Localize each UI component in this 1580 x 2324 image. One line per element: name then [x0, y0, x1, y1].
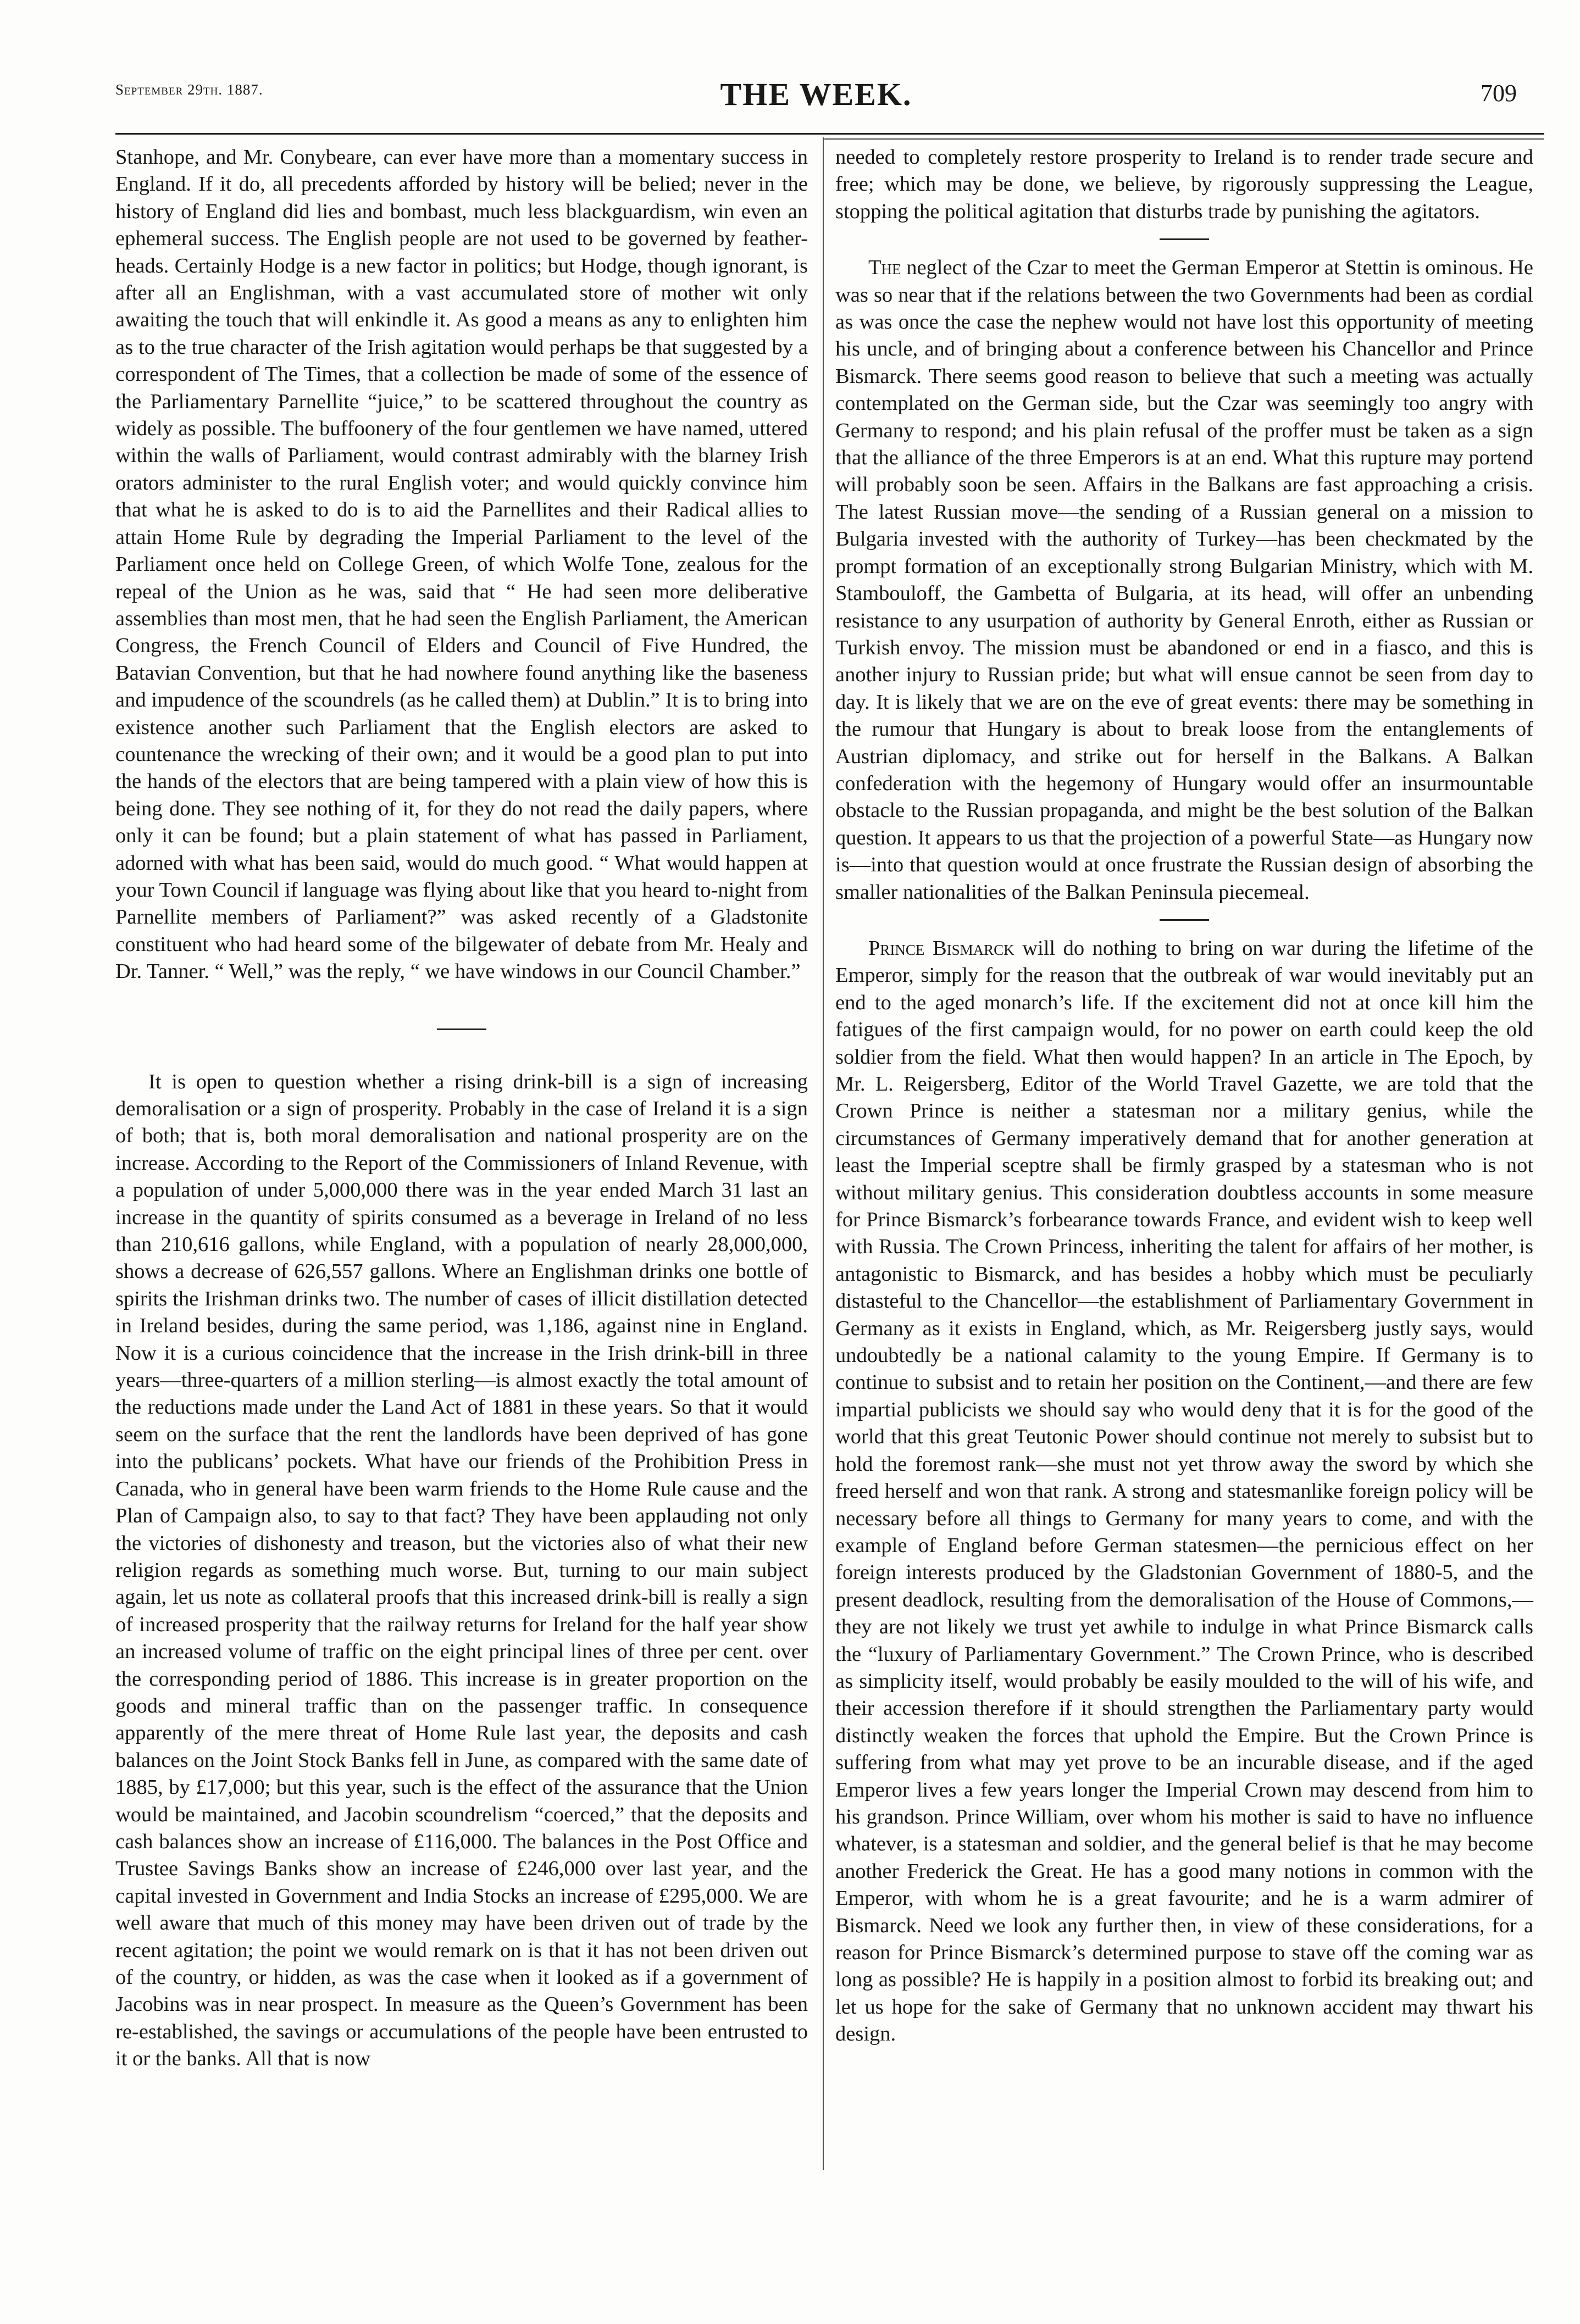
section-separator	[1160, 919, 1209, 921]
masthead-title: THE WEEK.	[720, 76, 912, 112]
section-separator	[437, 1028, 486, 1030]
section-separator	[1160, 238, 1209, 240]
article-paragraph-drink-bill: It is open to question whether a rising drink-bill is a sign of increasing demoralisation or a sign of prosperity. Probably in the case of Ireland it is a sign of both; that is, both moral demoralisation and national prosperity are on the increase. According to the Report of the Commissioners of Inland Revenue, with a population of under 5,000,000 there was in the year ended March 31 last an increase in the quantity of spirits consumed as a beverage in Ireland of no less than 210,616 gallons, while England, with a population of nearly 28,000,000, shows a decrease of 626,557 gallons. Where an Englishman drinks one bottle of spirits the Irishman drinks two. The number of cases of illicit distillation detected in Ireland besides, during the same period, was 1,186, against nine in England. Now it is a curious coincidence that the increase in the Irish drink-bill in three years—three-quarters of a million sterling—is almost exactly the total amount of the reductions made under the Land Act of 1881 in these years. So that it would seem on the surface that the rent the landlords have been deprived of has gone into the publicans’ pockets. What have our friends of the Prohibition Press in Canada, who in general have been warm friends to the Home Rule cause and the Plan of Campaign also, to say to that fact? They have been applauding not only the victories of dishonesty and treason, but the victories also of what their new religion regards as something much worse. But, turning to our main subject again, let us note as collateral proofs that this increased drink-bill is really a sign of increased prosperity that the railway returns for Ireland for the half year show an increased volume of traffic on the eight principal lines of three per cent. over the corresponding period of 1886. This increase is in greater proportion on the goods and mineral traffic than on the passenger traffic. In consequence apparently of the mere threat of Home Rule last year, the deposits and cash balances on the Joint Stock Banks fell in June, as compared with the same date of 1885, by £17,000; but this year, such is the effect of the assurance that the Union would be maintained, and Jacobin scoundrelism “coerced,” that the deposits and cash balances show an increase of £116,000. The balances in the Post Office and Trustee Savings Banks show an increase of £246,000 over last year, and the capital invested in Government and India Stocks an increase of £295,000. We are well aware that much of this money may have been driven out of trade by the recent agitation; the point we would remark on is that it has not been driven out of the country, or hidden, as was the case when it looked as if a government of Jacobins was in near prospect. In measure as the Queen’s Government has been re-established, the savings or accumulations of the people have been entrusted to it or the banks. All that is now	[115, 1070, 808, 2071]
header-rule-secondary	[824, 138, 1544, 140]
lead-words: Prince Bismarck	[868, 936, 1014, 960]
paragraph-body: will do nothing to bring on war during the lifetime of the Emperor, simply for the reason that the outbreak of war would inevitably put an end to the aged monarch’s life. If the excitement did not at once kill him the fatigues of the first campaign would, for no power on earth could keep the old soldier from the field. What then would happen? In an article in The Epoch, by Mr. L. Reigersberg, Editor of the World Travel Gazette, we are told that the Crown Prince is neither a statesman nor a military genius, while the circumstances of Germany imperatively demand that for another generation at least the Imperial sceptre shall be firmly grasped by a statesman who is not without military genius. This consideration doubtless accounts in some measure for Prince Bismarck’s forbearance towards France, and evident wish to keep well with Russia. The Crown Princess, inheriting the talent for affairs of her mother, is antagonistic to Bismarck, and has besides a hobby which must be peculiarly distasteful to the Chancellor—the establishment of Parliamentary Government in Germany as it exists in England, which, as Mr. Reigersberg justly says, would undoubtedly be a national calamity to the young Empire. If Germany is to continue to subsist and to retain her position on the Continent,—and there are few impartial publicists we should say who would deny that it is for the good of the world that this great Teutonic Power should continue not merely to subsist but to hold the foremost rank—she must not yet throw away the sword by which she freed herself and won that rank. A strong and statesmanlike foreign policy will be necessary before all things to Germany for many years to come, and with the example of England before German statesmen—the pernicious effect on her foreign interests produced by the Gladstonian Government of 1880-5, and the present deadlock, resulting from the demoralisation of the House of Commons,—they are not likely we trust yet awhile to indulge in what Prince Bismarck calls the “luxury of Parliamentary Government.” The Crown Prince, who is described as simplicity itself, would probably be easily moulded to the will of his wife, and their accession therefore if it should strengthen the Parliamentary party would distinctly weaken the forces that uphold the Empire. But the Crown Prince is suffering from what may yet prove to be an incurable disease, and if the aged Emperor lives a few years longer the Imperial Crown may descend from him to his grandson. Prince William, over whom his mother is said to have no influence whatever, is a statesman and soldier, and the general belief is that he may become another Frederick the Great. He has a good many notions in common with the Emperor, with whom he is a great favourite; and he is a warm admirer of Bismarck. Need we look any further then, in view of these considerations, for a reason for Prince Bismarck’s determined purpose to stave off the coming war as long as possible? He is happily in a position almost to forbid its breaking out; and let us hope for the sake of Germany that no unknown accident may thwart his design.	[835, 936, 1533, 2046]
issue-date: September 29th. 1887.	[115, 81, 263, 98]
article-paragraph-parliament: Stanhope, and Mr. Conybeare, can ever have more than a momentary success in England. If it do, all precedents afforded by history will be belied; never in the history of England did lies and bombast, much less blackguardism, win even an ephemeral success. The English people are not used to be governed by feather-heads. Certainly Hodge is a new factor in politics; but Hodge, though ignorant, is after all an Englishman, with a vast accumulated store of mother wit only awaiting the touch that will enkindle it. As good a means as any to enlighten him as to the true character of the Irish agitation would perhaps be that suggested by a correspondent of The Times, that a collection be made of some of the essence of the Parliamentary Parnellite “juice,” to be scattered throughout the country as widely as possible. The buffoonery of the four gentlemen we have named, uttered within the walls of Parliament, would contrast admirably with the blarney Irish orators administer to the rural English voter; and would quickly convince him that what he is asked to do is to aid the Parnellites and their Radical allies to attain Home Rule by degrading the Imperial Parliament to the level of the Parliament once held on College Green, of which Wolfe Tone, zealous for the repeal of the Union as he was, said that “ He had seen more deliberative assemblies than most men, that he had seen the English Parliament, the American Congress, the French Council of Elders and Council of Five Hundred, the Batavian Convention, but that he had nowhere found anything like the baseness and impudence of the scoundrels (as he called them) at Dublin.” It is to bring into existence another such Parliament that the English electors are asked to countenance the wrecking of their own; and it would be a good plan to put into the hands of the electors that are being tampered with a plain view of how this is being done. They see nothing of it, for they do not read the daily papers, where only it can be found; but a plain statement of what has passed in Parliament, adorned with what has been said, would do much good. “ What would happen at your Town Council if language was flying about like that you heard to-night from Parnellite members of Parliament?” was asked recently of a Gladstonite constituent who had heard some of the bilgewater of debate from Mr. Healy and Dr. Tanner. “ Well,” was the reply, “ we have windows in our Council Chamber.”	[115, 146, 808, 983]
page-header	[115, 76, 1517, 125]
article-paragraph-czar	[835, 254, 1533, 906]
article-paragraph-bismarck	[835, 935, 1533, 2048]
lead-word: The	[868, 256, 901, 280]
column-divider	[823, 137, 824, 2170]
page-number: 709	[1481, 80, 1517, 107]
article-paragraph-continuation: needed to completely restore prosperity to Ireland is to render trade secure and free; which may be done, we believe, by rigorously suppressing the League, stopping the political agitation that disturbs trade by punishing the agitators.	[835, 146, 1533, 223]
paragraph-body: neglect of the Czar to meet the German Emperor at Stettin is ominous. He was so near that if the relations between the two Governments had been as cordial as was once the case the nephew would not have lost this opportunity of meeting his uncle, and of bringing about a conference between his Chancellor and Prince Bismarck. There seems good reason to believe that such a meeting was actually contemplated on the German side, but the Czar was seemingly too angry with Germany to respond; and his plain refusal of the proffer must be taken as a sign that the alliance of the three Emperors is at an end. What this rupture may portend will probably soon be seen. Affairs in the Balkans are fast approaching a crisis. The latest Russian move—the sending of a Russian general on a mission to Bulgaria invested with the authority of Turkey—has been checkmated by the prompt formation of an exceptionally strong Bulgarian Ministry, which with M. Stambouloff, the Gambetta of Bulgaria, at its head, will offer an unbending resistance to any usurpation of authority by General Enroth, either as Russian or Turkish envoy. The mission must be abandoned or end in a fiasco, and this is another injury to Russian pride; but what will ensue cannot be seen from day to day. It is likely that we are on the eve of great events: there may be something in the rumour that Hungary is about to break loose from the entanglements of Austrian diplomacy, and strike out for herself in the Balkans. A Balkan confederation with the hegemony of Hungary would offer an insurmountable obstacle to the Russian propaganda, and might be the best solution of the Balkan question. It appears to us that the projection of a powerful State—as Hungary now is—into that question would at once frustrate the Russian design of absorbing the smaller nationalities of the Balkan Peninsula piecemeal.	[835, 256, 1533, 904]
left-column	[115, 144, 808, 2073]
right-column	[835, 144, 1533, 2048]
header-rule	[115, 133, 1544, 135]
